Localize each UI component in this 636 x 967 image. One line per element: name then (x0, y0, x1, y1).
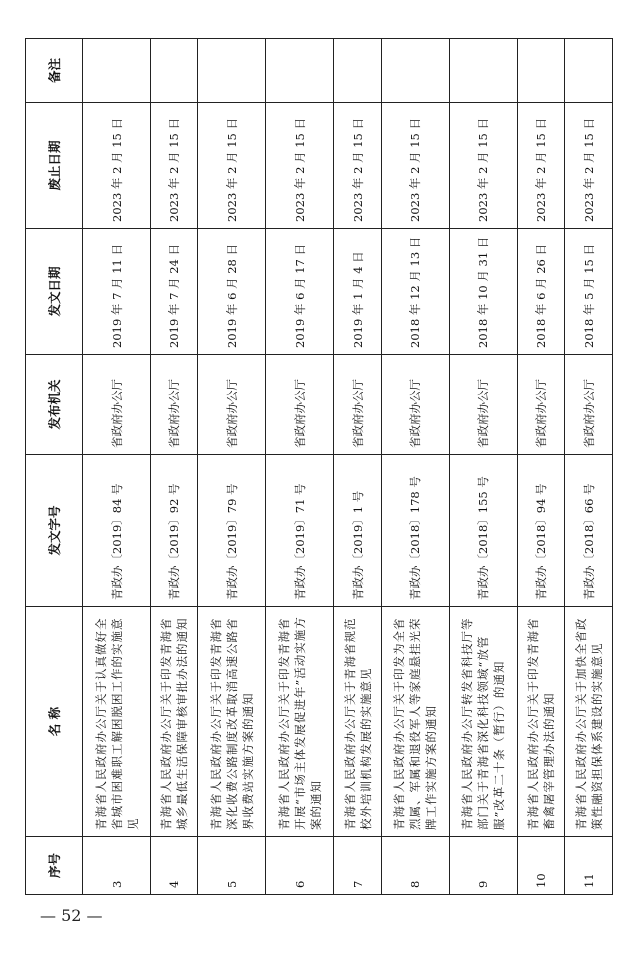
cell-document-number: 青政办〔2019〕1 号 (334, 455, 381, 607)
cell-document-name: 青海省人民政府办公厅关于认真做好全省城市困难职工解困脱困工作的实施意见 (83, 607, 151, 837)
repealed-documents-table (25, 38, 613, 895)
cell-issue-date: 2018 年 6 月 26 日 (517, 229, 564, 355)
cell-repeal-date: 2023 年 2 月 15 日 (151, 103, 198, 229)
cell-document-name: 青海省人民政府办公厅关于印发青海省深化收费公路制度改革取消高速公路省界收费站实施方案的通知 (198, 607, 266, 837)
page-number: — 52 — (40, 906, 103, 925)
table-row (565, 39, 613, 895)
cell-document-name: 青海省人民政府办公厅关于印发为全省烈属、军属和退役军人等家庭悬挂光荣牌工作实施方案的通知 (381, 607, 449, 837)
cell-issue-date: 2018 年 12 月 13 日 (381, 229, 449, 355)
cell-remarks (266, 39, 334, 103)
cell-issue-date: 2019 年 6 月 17 日 (266, 229, 334, 355)
cell-remarks (151, 39, 198, 103)
cell-serial-number: 6 (266, 837, 334, 895)
cell-document-number: 青政办〔2018〕66 号 (565, 455, 613, 607)
cell-document-number: 青政办〔2019〕92 号 (151, 455, 198, 607)
cell-document-name: 青海省人民政府办公厅关于印发青海省畜禽屠宰管理办法的通知 (517, 607, 564, 837)
cell-issuing-authority: 省政府办公厅 (151, 355, 198, 455)
cell-remarks (517, 39, 564, 103)
cell-issuing-authority: 省政府办公厅 (449, 355, 517, 455)
cell-document-number: 青政办〔2018〕155 号 (449, 455, 517, 607)
cell-serial-number: 11 (565, 837, 613, 895)
cell-document-name: 青海省人民政府办公厅关于印发青海省城乡最低生活保障审核审批办法的通知 (151, 607, 198, 837)
cell-repeal-date: 2023 年 2 月 15 日 (266, 103, 334, 229)
cell-repeal-date: 2023 年 2 月 15 日 (198, 103, 266, 229)
table-row (151, 39, 198, 895)
cell-serial-number: 3 (83, 837, 151, 895)
cell-issuing-authority: 省政府办公厅 (517, 355, 564, 455)
cell-issuing-authority: 省政府办公厅 (83, 355, 151, 455)
cell-serial-number: 9 (449, 837, 517, 895)
table-row (517, 39, 564, 895)
header-issue-date: 发文日期 (26, 229, 83, 355)
cell-remarks (565, 39, 613, 103)
header-no: 序号 (26, 837, 83, 895)
cell-issuing-authority: 省政府办公厅 (334, 355, 381, 455)
cell-remarks (83, 39, 151, 103)
cell-serial-number: 8 (381, 837, 449, 895)
table-row (83, 39, 151, 895)
cell-issue-date: 2019 年 6 月 28 日 (198, 229, 266, 355)
cell-issue-date: 2019 年 7 月 24 日 (151, 229, 198, 355)
cell-repeal-date: 2023 年 2 月 15 日 (83, 103, 151, 229)
table-row (334, 39, 381, 895)
header-issuing-authority: 发布机关 (26, 355, 83, 455)
cell-repeal-date: 2023 年 2 月 15 日 (334, 103, 381, 229)
cell-issuing-authority: 省政府办公厅 (381, 355, 449, 455)
cell-repeal-date: 2023 年 2 月 15 日 (449, 103, 517, 229)
cell-remarks (449, 39, 517, 103)
table-row (266, 39, 334, 895)
header-remarks: 备注 (26, 39, 83, 103)
table-header-row (26, 39, 83, 895)
cell-serial-number: 10 (517, 837, 564, 895)
cell-document-name: 青海省人民政府办公厅转发省科技厅等部门关于青海省深化科技领域“放管服”改革二十条（暂行）的通知 (449, 607, 517, 837)
header-repeal-date: 废止日期 (26, 103, 83, 229)
cell-document-name: 青海省人民政府办公厅关于加快全省政策性融资担保体系建设的实施意见 (565, 607, 613, 837)
cell-serial-number: 5 (198, 837, 266, 895)
cell-remarks (198, 39, 266, 103)
cell-serial-number: 7 (334, 837, 381, 895)
table-row (449, 39, 517, 895)
cell-issuing-authority: 省政府办公厅 (266, 355, 334, 455)
header-doc-number: 发文字号 (26, 455, 83, 607)
table-body (83, 39, 613, 895)
cell-repeal-date: 2023 年 2 月 15 日 (565, 103, 613, 229)
cell-issue-date: 2019 年 7 月 11 日 (83, 229, 151, 355)
cell-document-number: 青政办〔2019〕84 号 (83, 455, 151, 607)
cell-remarks (381, 39, 449, 103)
cell-serial-number: 4 (151, 837, 198, 895)
cell-document-name: 青海省人民政府办公厅关于青海省规范校外培训机构发展的实施意见 (334, 607, 381, 837)
cell-issue-date: 2019 年 1 月 4 日 (334, 229, 381, 355)
table-row (381, 39, 449, 895)
cell-document-number: 青政办〔2019〕71 号 (266, 455, 334, 607)
cell-issuing-authority: 省政府办公厅 (565, 355, 613, 455)
cell-document-number: 青政办〔2018〕94 号 (517, 455, 564, 607)
rotated-table-container (25, 39, 613, 895)
header-name: 名 称 (26, 607, 83, 837)
cell-document-number: 青政办〔2018〕178 号 (381, 455, 449, 607)
cell-issuing-authority: 省政府办公厅 (198, 355, 266, 455)
cell-issue-date: 2018 年 10 月 31 日 (449, 229, 517, 355)
cell-remarks (334, 39, 381, 103)
cell-document-number: 青政办〔2019〕79 号 (198, 455, 266, 607)
cell-repeal-date: 2023 年 2 月 15 日 (517, 103, 564, 229)
table-row (198, 39, 266, 895)
cell-document-name: 青海省人民政府办公厅关于印发青海省开展“市场主体发展促进年”活动实施方案的通知 (266, 607, 334, 837)
cell-repeal-date: 2023 年 2 月 15 日 (381, 103, 449, 229)
cell-issue-date: 2018 年 5 月 15 日 (565, 229, 613, 355)
